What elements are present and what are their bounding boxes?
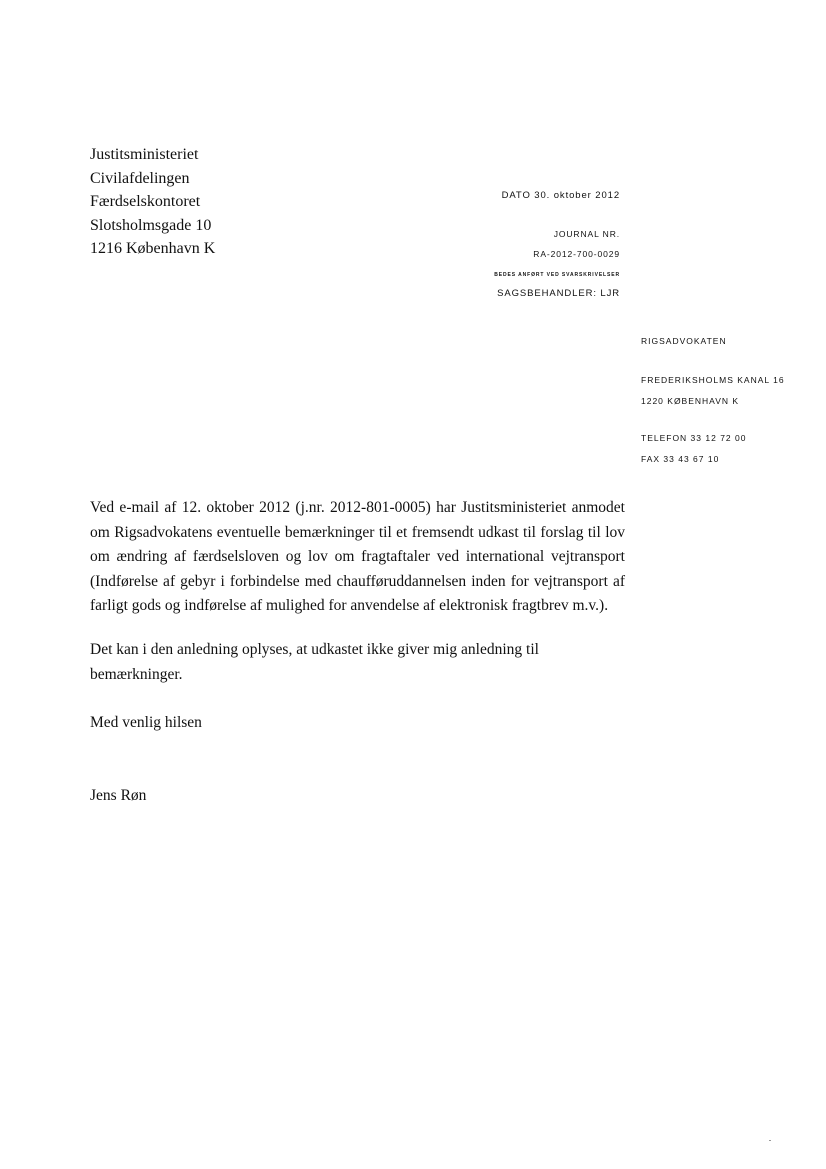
- sender-city: 1220 KØBENHAVN K: [641, 396, 740, 406]
- body-paragraph-response: Det kan i den anledning oplyses, at udkastet ikke giver mig anledning til bemærkninger.: [90, 641, 539, 683]
- recipient-line-city: 1216 København K: [90, 240, 216, 257]
- recipient-line-office: Færdselskontoret: [90, 193, 201, 210]
- recipient-address: [90, 143, 215, 261]
- sender-fax: FAX 33 43 67 10: [641, 454, 720, 464]
- signature-name: Jens Røn: [90, 787, 147, 804]
- recipient-line-ministry: Justitsministeriet: [90, 146, 199, 163]
- recipient-line-street: Slotsholmsgade 10: [90, 216, 212, 234]
- journal-number: RA-2012-700-0029: [533, 249, 620, 259]
- sender-name: RIGSADVOKATEN: [641, 336, 727, 346]
- scan-speck: [769, 1140, 771, 1141]
- journal-label: JOURNAL NR.: [553, 229, 620, 239]
- sender-phone: TELEFON 33 12 72 00: [641, 433, 747, 443]
- case-handler: SAGSBEHANDLER: LJR: [497, 288, 620, 299]
- recipient-line-department: Civilafdelingen: [90, 169, 190, 187]
- letter-date: DATO 30. oktober 2012: [501, 190, 620, 201]
- sender-street: FREDERIKSHOLMS KANAL 16: [641, 375, 785, 385]
- body-paragraph-request: Ved e-mail af 12. oktober 2012 (j.nr. 2012-801-0005) har Justitsministeriet anmodet om Rigsadvokatens eventuelle bemærkninger til et fremsendt udkast til forslag til lov om ændring af færdselsloven og lov om fragtaftaler ved international vejtransport (Indførelse af gebyr i forbindelse med chaufføruddannelsen inden for vejtransport af farligt gods og indførelse af mulighed for anvendelse af elektronisk fragtbrev m.v.).: [90, 499, 625, 614]
- reference-note: BEDES ANFØRT VED SVARSKRIVELSER: [494, 272, 620, 278]
- closing-greeting: Med venlig hilsen: [90, 714, 202, 731]
